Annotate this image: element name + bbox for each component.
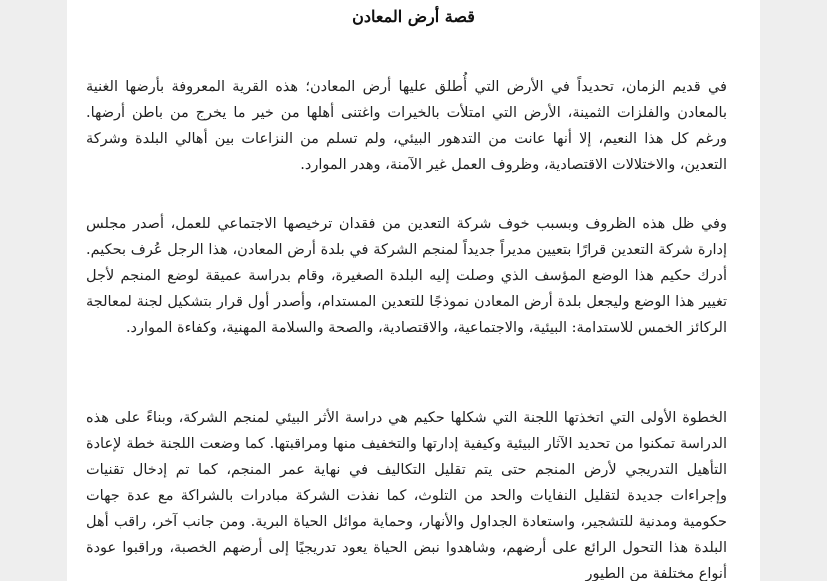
paragraph-2: وفي ظل هذه الظروف وبسبب خوف شركة التعدين من فقدان ترخيصها الاجتماعي للعمل، أصدر مجلس إدارة شركة التعدين قرارًا بتعيين مديراً جديداً لمنجم الشركة في بلدة أرض المعادن، هذا الرجل عُرف بحكيم. أدرك حكيم هذا الوضع المؤسف الذي وصلت إليه البلدة الصغيرة، وقام بدراسة عميقة لوضع المنجم لأجل تغيير هذا الوضع وليجعل بلدة أرض المعادن نموذجًا للتعدين المستدام، وأصدر أول قرار بتشكيل لجنة لمعالجة الركائز الخمس للاستدامة: البيئية، والاجتماعية، والاقتصادية، والصحة والسلامة المهنية، وكفاءة الموارد.	[86, 216, 727, 336]
document-title: قصة أرض المعادن	[352, 7, 475, 26]
paragraph-1: في قديم الزمان، تحديداً في الأرض التي أُطلق عليها أرض المعادن؛ هذه القرية المعروفة بأرضها الغنية بالمعادن والفلزات الثمينة، الأرض التي امتلأت بالخيرات واغتنى أهلها من خير ما يخرج من باطن أرضها. ورغم كل هذا النعيم، إلا أنها عانت من التدهور البيئي، ولم تسلم من النزاعات بين أهالي البلدة وشركة التعدين، والاختلالات الاقتصادية، وظروف العمل غير الآمنة، وهدر الموارد.	[86, 79, 727, 173]
paragraph-3: الخطوة الأولى التي اتخذتها اللجنة التي شكلها حكيم هي دراسة الأثر البيئي لمنجم الشركة، وبناءً على هذه الدراسة تمكنوا من تحديد الآثار البيئية وكيفية إدارتها والتخفيف منها ومراقبتها. كما وضعت اللجنة خطة لإعادة التأهيل التدريجي لأرض المنجم حتى يتم تقليل التكاليف في نهاية عمر المنجم، كما تم إدخال تقنيات وإجراءات جديدة لتقليل النفايات والحد من التلوث، كما نفذت الشركة مبادرات بالشراكة مع عدة جهات حكومية ومدنية للتشجير، واستعادة الجداول والأنهار، وحماية موائل الحياة البرية. ومن جانب آخر، راقب أهل البلدة هذا التحول الرائع على أرضهم، وشاهدوا نبض الحياة يعود تدريجيًا إلى أرضهم الخصبة، وراقبوا عودة أنواع مختلفة من الطيور	[86, 410, 727, 581]
document-page	[67, 0, 760, 581]
